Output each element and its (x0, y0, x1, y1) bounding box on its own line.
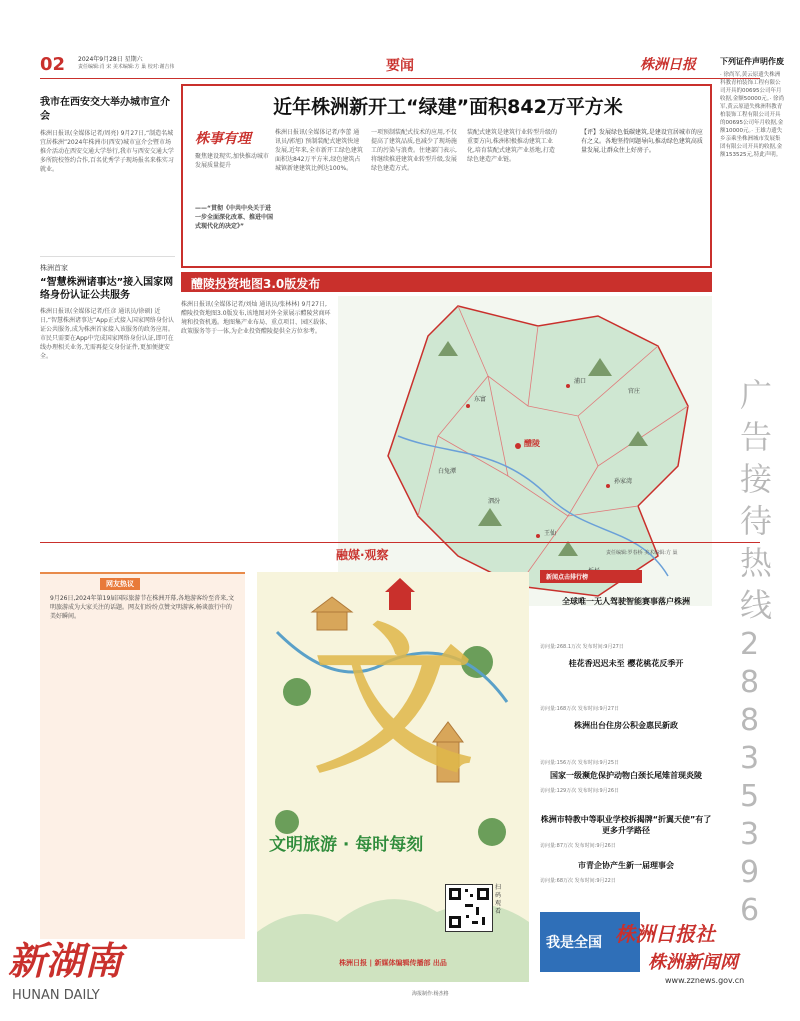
netizen-box (40, 572, 245, 939)
headline-comment: 【评】发展绿色低碳建筑,是建设宜居城市的应有之义。各地坚持问题导向,推动绿色建筑高质量发展,让群众住上好房子。 (581, 129, 703, 154)
news-item[interactable] (540, 720, 712, 767)
right-strip (720, 56, 784, 936)
poster-footer: 株洲日报 | 新媒体编辑传播部 出品 (339, 959, 447, 967)
news-item-meta: 访问量:268.1万次 发布时间:9月27日 (540, 644, 624, 650)
headline-title: 近年株洲新开工“绿建”面积842万平方米 (273, 96, 623, 118)
news-item-title[interactable]: 全球唯一无人驾驶智能赛事落户株洲 (562, 597, 690, 606)
map-story-title-bar (181, 272, 712, 292)
media-section-header (40, 546, 760, 562)
news-item-title[interactable]: 株洲出台住房公积金惠民新政 (574, 721, 678, 730)
zhuzhou-url[interactable]: www.zznews.gov.cn (665, 976, 745, 985)
app-banner-label: 我是全国 (546, 935, 602, 951)
headline-body-c: 装配式建筑是建筑行业转型升级的重要方向,株洲积极推动建筑工业化,培育装配式建筑产业基地,打造绿色建造产业链。 (467, 129, 558, 163)
article-body: 株洲日报讯(全媒体记者/任彦 通讯员/徐硕) 近日,“智慧株洲诸事达”App正式接入国家网络身份认证公共服务,成为株洲首家接入该服务的政务应用。市民只需要在App中完成国家网络身份认证,即可在线办理相关业务,无需再提交身份证件,更加便捷安全。 (40, 308, 174, 360)
headline-body-a: 株洲日报讯(全媒体记者/李蕾 通讯员/郭旭) 预制装配式建筑快速发展,近年来,全市新开工绿色建筑面积达842万平方米,绿色建筑占城镇新建建筑比例达100%。 (275, 129, 363, 172)
news-item[interactable] (540, 658, 712, 713)
news-item-meta: 访问量:156万次 发布时间:9月25日 (540, 760, 620, 766)
map-label: 东富 (474, 396, 487, 403)
lead-title: ——“贯彻《中共中央关于进一步全面深化改革、推进中国式现代化的决定》” (195, 205, 274, 230)
news-item-title[interactable]: 桂花香迟迟未至 樱花桃花反季开 (568, 659, 684, 668)
notice-body: · 徐尚军,黄云原遗失株洲科教青柏装饰工程有限公司开具的00695公司年月收据,金额50000元。· 徐尚军,黄云原遗失株洲科教青柏装饰工程有限公司开具的00695公司年月收据,金额10000元。· 王雄力遗失乡亲乘坐株洲城市发展集团有限公司开具的收据,金额153525元,特此声明。 (720, 72, 784, 158)
page-header (40, 52, 760, 76)
left-mid-article (40, 263, 175, 593)
hunan-daily-logo: 新湖南 (8, 939, 123, 983)
article-title: 我市在西安交大举办城市宣介会 (40, 97, 170, 122)
poster-slogan: 文明旅游 · 每时每刻 (269, 835, 424, 855)
media-section-title: 融媒·观察 (336, 548, 389, 562)
map-story-title: 醴陵投资地图3.0版发布 (191, 277, 321, 291)
poster-credit: 海报制作:杨杰格 (412, 991, 449, 997)
news-item-title[interactable]: 市青企协产生新一届理事会 (578, 861, 674, 870)
news-item[interactable] (540, 596, 712, 651)
page-date: 2024年9月28日 星期六 (78, 56, 143, 63)
article-title: “智慧株洲诸事达”接入国家网络身份认证公共服务 (40, 277, 174, 301)
poster-qr[interactable] (445, 884, 493, 932)
poster-char: 文 (312, 608, 473, 795)
headline-box (181, 84, 712, 268)
news-item-meta: 访问量:129万次 发布时间:9月26日 (540, 788, 620, 794)
article-kicker: 株洲首家 (40, 264, 68, 272)
ad-text: 广告接待热线 (740, 376, 773, 624)
ad-phone: 28835396 (740, 627, 760, 928)
left-top-article (40, 96, 175, 261)
news-item-meta: 访问量:168万次 发布时间:9月27日 (540, 706, 620, 712)
news-ranking (540, 570, 712, 905)
map-label: 孙家湾 (614, 478, 633, 485)
brand-sub: 聚焦建设现实,加快推动城市发展质量提升 (195, 153, 269, 169)
news-item-meta: 访问量:68万次 发布时间:9月22日 (540, 878, 616, 884)
map-label: 官庄 (628, 388, 641, 395)
article-body: 株洲日报讯(全媒体记者/周亮) 9月27日,“制造名城 宜居株洲”2024年株洲市(西安)城市宣介会暨市场推介活动在西安交通大学举行,我市与西安交通大学多所院校签约合作,百名优秀学子现场报名来株实习就业。 (40, 130, 174, 173)
zhuzhou-daily-logo: 株洲日报社 (615, 922, 715, 946)
poster-qr-label: 扫码观看 (495, 884, 502, 915)
map-label: 王仙 (544, 530, 557, 537)
hunan-daily-en: HUNAN DAILY (12, 988, 100, 1003)
map-label: 泗汾 (488, 498, 501, 505)
news-item-meta: 访问量:87万次 发布时间:9月26日 (540, 843, 616, 849)
headline-body-b: 一项预制装配式技术的应用,不仅提高了建筑品质,也减少了现场施工的污染与浪费。住建部门表示,将继续推进建筑业转型升级,发展绿色建造方式。 (371, 129, 457, 172)
column-brand: 株事有理 (195, 131, 251, 147)
zhuzhou-news-logo: 株洲新闻网 (648, 952, 738, 973)
page-number: 02 (40, 54, 66, 75)
map-story-body: 株洲日报讯(全媒体记者/刘灿 通讯员/张林林) 9月27日,醴陵投资地图3.0版发布,该地图对外全景展示醴陵营商环境和投资机遇。地图集产业布局、重点项目、园区载体、政策服务等于一体,为企业投资醴陵提供全方位参考。 (181, 301, 332, 335)
paper-logo: 株洲日报 (640, 57, 696, 73)
map-label: 白兔潭 (438, 468, 457, 475)
notice-header: 下列证件声明作废 (720, 57, 784, 66)
netizen-body: 9月26日,2024年第19届国际旅游节在株洲开幕,各地游客纷至沓来,文明旅游成为大家关注的话题。网友们纷纷点赞文明游客,畅谈旅行中的美好瞬间。 (50, 595, 235, 620)
page-editors: 责任编辑:肖 宋 美术编辑:方 巢 校对:谢吉伟 (78, 64, 175, 70)
civil-travel-poster (257, 572, 529, 982)
netizen-box-label: 网友热议 (100, 578, 140, 590)
news-item[interactable] (540, 860, 712, 885)
news-item-title[interactable]: 株洲市特教中等职业学校拆揭牌“折翼天使”有了更多升学路径 (540, 815, 712, 835)
news-item-title[interactable]: 国家一级濒危保护动物白颈长尾雉首现炎陵 (550, 771, 702, 780)
qr-code-icon (446, 885, 492, 931)
news-item[interactable] (540, 770, 712, 795)
news-item[interactable] (540, 814, 712, 850)
media-editors: 责任编辑:罗春桥 美术编辑:方 巢 (606, 550, 678, 556)
section-title: 要闻 (386, 58, 414, 74)
news-ranking-label: 新闻点击排行榜 (540, 570, 642, 583)
map-label: 浦口 (574, 378, 587, 385)
map-label: 醴陵 (524, 439, 540, 448)
